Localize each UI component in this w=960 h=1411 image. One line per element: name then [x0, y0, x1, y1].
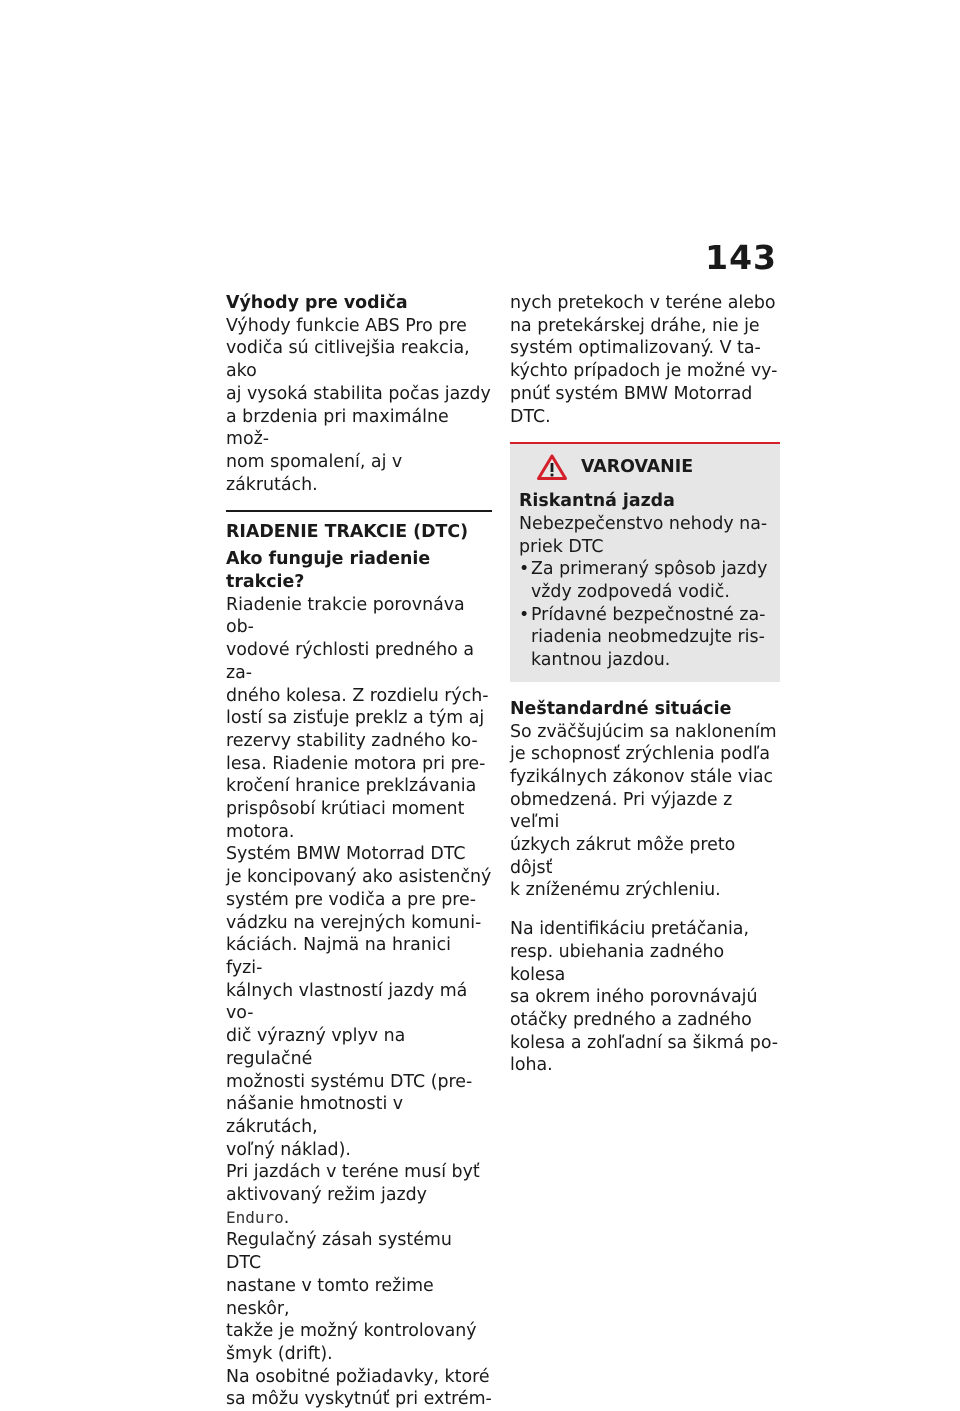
- nonstandard-line: k zníženému zrýchleniu.: [510, 880, 721, 901]
- warning-line: Nebezpečenstvo nehody na-: [519, 513, 768, 534]
- left-column: [226, 292, 492, 1411]
- nonstandard-heading: Neštandardné situácie: [510, 698, 732, 719]
- continued-line: nych pretekoch v teréne alebo: [510, 293, 776, 313]
- how-line: motora.: [226, 821, 295, 842]
- how-heading: Ako funguje riadenie trakcie?: [226, 549, 431, 593]
- nonstandard-line: je schopnosť zrýchlenia podľa: [510, 744, 771, 765]
- system-line: voľný náklad).: [226, 1139, 351, 1160]
- wheelie-line: kolesa a zohľadní sa šikmá po-: [510, 1032, 779, 1053]
- paragraph-gap: [510, 902, 780, 918]
- section-title: RIADENIE TRAKCIE (DTC): [226, 522, 469, 543]
- right-column: [510, 292, 780, 1077]
- system-line: systém pre vodiča a pre pre-: [226, 889, 476, 910]
- how-line: kročení hranice preklzávania: [226, 776, 477, 797]
- terrain-line: takže je možný kontrolovaný: [226, 1321, 477, 1342]
- how-line: lesa. Riadenie motora pri pre-: [226, 753, 486, 774]
- system-line: vádzku na verejných komuni-: [226, 912, 482, 933]
- bullet-text: [531, 558, 772, 603]
- bullet-line: Za primeraný spôsob jazdy: [531, 559, 768, 580]
- bullet-text: [531, 604, 772, 672]
- special-line: Na osobitné požiadavky, ktoré: [226, 1366, 490, 1387]
- terrain-line: nastane v tomto režime neskôr,: [226, 1275, 434, 1319]
- continued-line: systém optimalizovaný. V ta-: [510, 338, 761, 359]
- warning-title: VAROVANIE: [581, 456, 694, 477]
- how-line: rezervy stability zadného ko-: [226, 730, 478, 751]
- system-line: je koncipovaný ako asistenčný: [226, 867, 492, 888]
- nonstandard-line: So zväčšujúcim sa naklonením: [510, 721, 777, 742]
- nonstandard-line: úzkych zákrut môže preto dôjsť: [510, 835, 736, 878]
- bullet-line: vždy zodpovedá vodič.: [531, 582, 730, 603]
- warning-triangle-icon: [537, 454, 567, 480]
- how-line: prispôsobí krútiaci moment: [226, 799, 465, 820]
- continued-line: pnúť systém BMW Motorrad: [510, 383, 753, 404]
- terrain-line: Pri jazdách v teréne musí byť: [226, 1162, 480, 1183]
- continued-line: kýchto prípadoch je možné vy-: [510, 361, 778, 382]
- terrain-line-prefix: aktivovaný režim jazdy: [226, 1185, 427, 1206]
- wheelie-line: resp. ubiehania zadného kolesa: [510, 941, 725, 985]
- wheelie-line: loha.: [510, 1055, 553, 1076]
- nonstandard-line: fyzikálnych zákonov stále viac: [510, 766, 774, 787]
- wheelie-line: Na identifikáciu pretáčania,: [510, 919, 749, 940]
- continued-line: DTC.: [510, 406, 551, 427]
- warning-bullet: [519, 604, 772, 672]
- warning-line: priek DTC: [519, 536, 604, 557]
- how-line: dného kolesa. Z rozdielu rých-: [226, 685, 489, 706]
- wheelie-line: otáčky predného a zadného: [510, 1009, 752, 1030]
- bullet-line: kantnou jazdou.: [531, 650, 671, 671]
- bullet-dot: •: [519, 604, 530, 625]
- bullet-line: Prídavné bezpečnostné za-: [531, 604, 766, 625]
- benefits-line: a brzdenia pri maximálne mož-: [226, 406, 449, 450]
- warning-bullet: [519, 558, 772, 603]
- terrain-line: šmyk (drift).: [226, 1343, 333, 1364]
- warning-heading: Riskantná jazda: [519, 491, 675, 512]
- benefits-heading: Výhody pre vodiča: [226, 293, 408, 313]
- how-line: vodové rýchlosti predného a za-: [226, 640, 474, 683]
- section-divider: [226, 510, 492, 512]
- system-line: nášanie hmotnosti v zákrutách,: [226, 1094, 404, 1137]
- benefits-line: Výhody funkcie ABS Pro pre: [226, 315, 467, 336]
- system-line: káciách. Najmä na hranici fyzi-: [226, 935, 452, 978]
- nonstandard-line: obmedzená. Pri výjazde z veľmi: [510, 789, 733, 833]
- system-line: dič výrazný vplyv na regulačné: [226, 1026, 406, 1069]
- bullet-line: riadenia neobmedzujte ris-: [531, 627, 765, 648]
- terrain-line: Regulačný zásah systému DTC: [226, 1230, 452, 1274]
- system-line: Systém BMW Motorrad DTC: [226, 844, 466, 865]
- system-line: kálnych vlastností jazdy má vo-: [226, 980, 468, 1024]
- benefits-line: aj vysoká stabilita počas jazdy: [226, 383, 491, 404]
- warning-header: [519, 454, 772, 480]
- benefits-line: vodiča sú citlivejšia reakcia, ako: [226, 338, 470, 382]
- terrain-mode-line: [226, 1184, 492, 1229]
- continued-line: na pretekárskej dráhe, nie je: [510, 315, 760, 336]
- page-number: 143: [705, 238, 777, 277]
- enduro-mode-label: Enduro: [226, 1207, 284, 1227]
- warning-box: [510, 442, 780, 682]
- wheelie-line: sa okrem iného porovnávajú: [510, 987, 758, 1008]
- benefits-line: nom spomalení, aj v zákrutách.: [226, 451, 403, 495]
- bullet-dot: •: [519, 559, 530, 580]
- system-line: možnosti systému DTC (pre-: [226, 1071, 473, 1092]
- terrain-line-suffix: .: [283, 1207, 290, 1228]
- how-line: lostí sa zisťuje preklz a tým aj: [226, 708, 485, 729]
- special-line: sa môžu vyskytnúť pri extrém-: [226, 1389, 492, 1410]
- how-line: Riadenie trakcie porovnáva ob-: [226, 594, 465, 638]
